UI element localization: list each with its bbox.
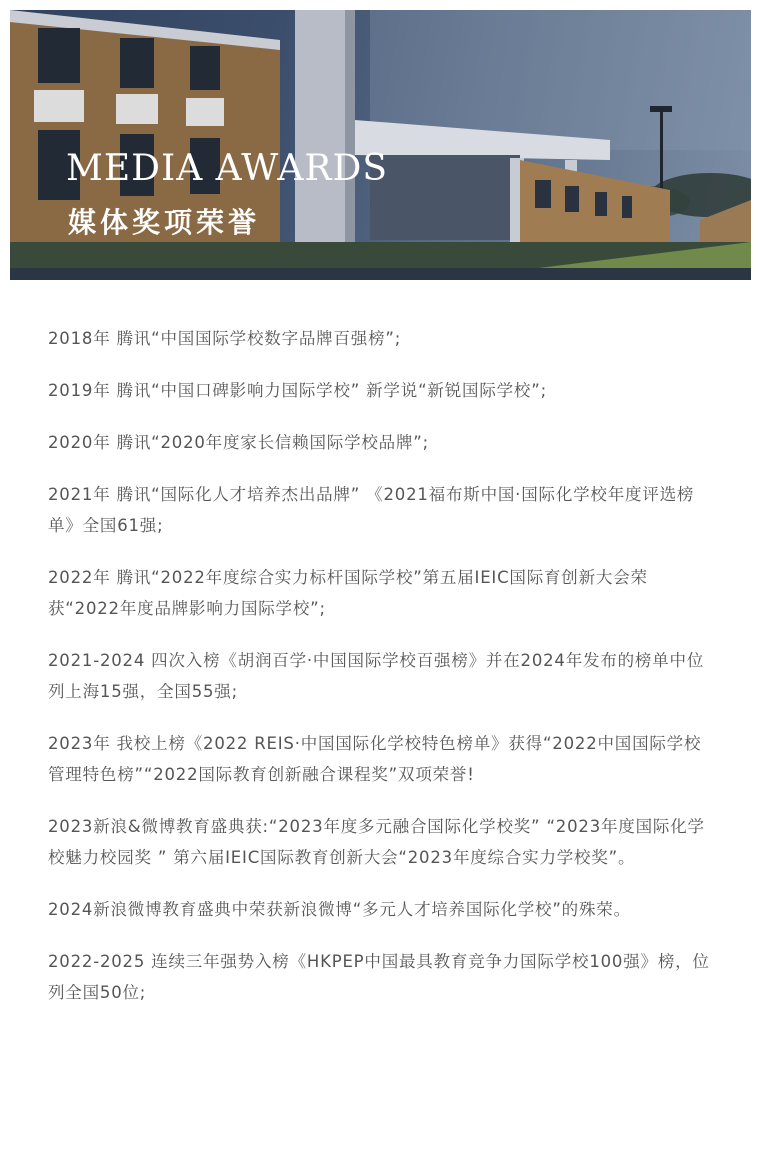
banner-subtitle: 媒体奖项荣誉 [68, 206, 261, 239]
awards-list [48, 323, 718, 1029]
award-item: 2018年 腾讯“中国国际学校数字品牌百强榜”; [48, 329, 402, 348]
award-item: 2019年 腾讯“中国口碑影响力国际学校” 新学说“新锐国际学校”; [48, 381, 547, 400]
award-item: 2022-2025 连续三年强势入榜《HKPEP中国最具教育竞争力国际学校100强》榜，位列全国50位; [48, 952, 710, 1002]
banner-title: MEDIA AWARDS [66, 148, 389, 189]
award-item: 2023年 我校上榜《2022 REIS·中国国际化学校特色榜单》获得“2022中国国际学校管理特色榜”“2022国际教育创新融合课程奖”双项荣誉! [48, 734, 702, 784]
award-item: 2021年 腾讯“国际化人才培养杰出品牌” 《2021福布斯中国·国际化学校年度评选榜单》全国61强; [48, 485, 695, 535]
award-item: 2021-2024 四次入榜《胡润百学·中国国际学校百强榜》并在2024年发布的榜单中位列上海15强，全国55强; [48, 651, 705, 701]
award-item: 2023新浪&微博教育盛典获:“2023年度多元融合国际化学校奖” “2023年度国际化学校魅力校园奖 ” 第六届IEIC国际教育创新大会“2023年度综合实力学校奖”。 [48, 817, 705, 867]
header-banner [10, 10, 751, 280]
award-item: 2020年 腾讯“2020年度家长信赖国际学校品牌”; [48, 433, 429, 452]
award-item: 2024新浪微博教育盛典中荣获新浪微博“多元人才培养国际化学校”的殊荣。 [48, 900, 631, 919]
award-item: 2022年 腾讯“2022年度综合实力标杆国际学校”第五届IEIC国际育创新大会荣获“2022年度品牌影响力国际学校”; [48, 568, 648, 618]
